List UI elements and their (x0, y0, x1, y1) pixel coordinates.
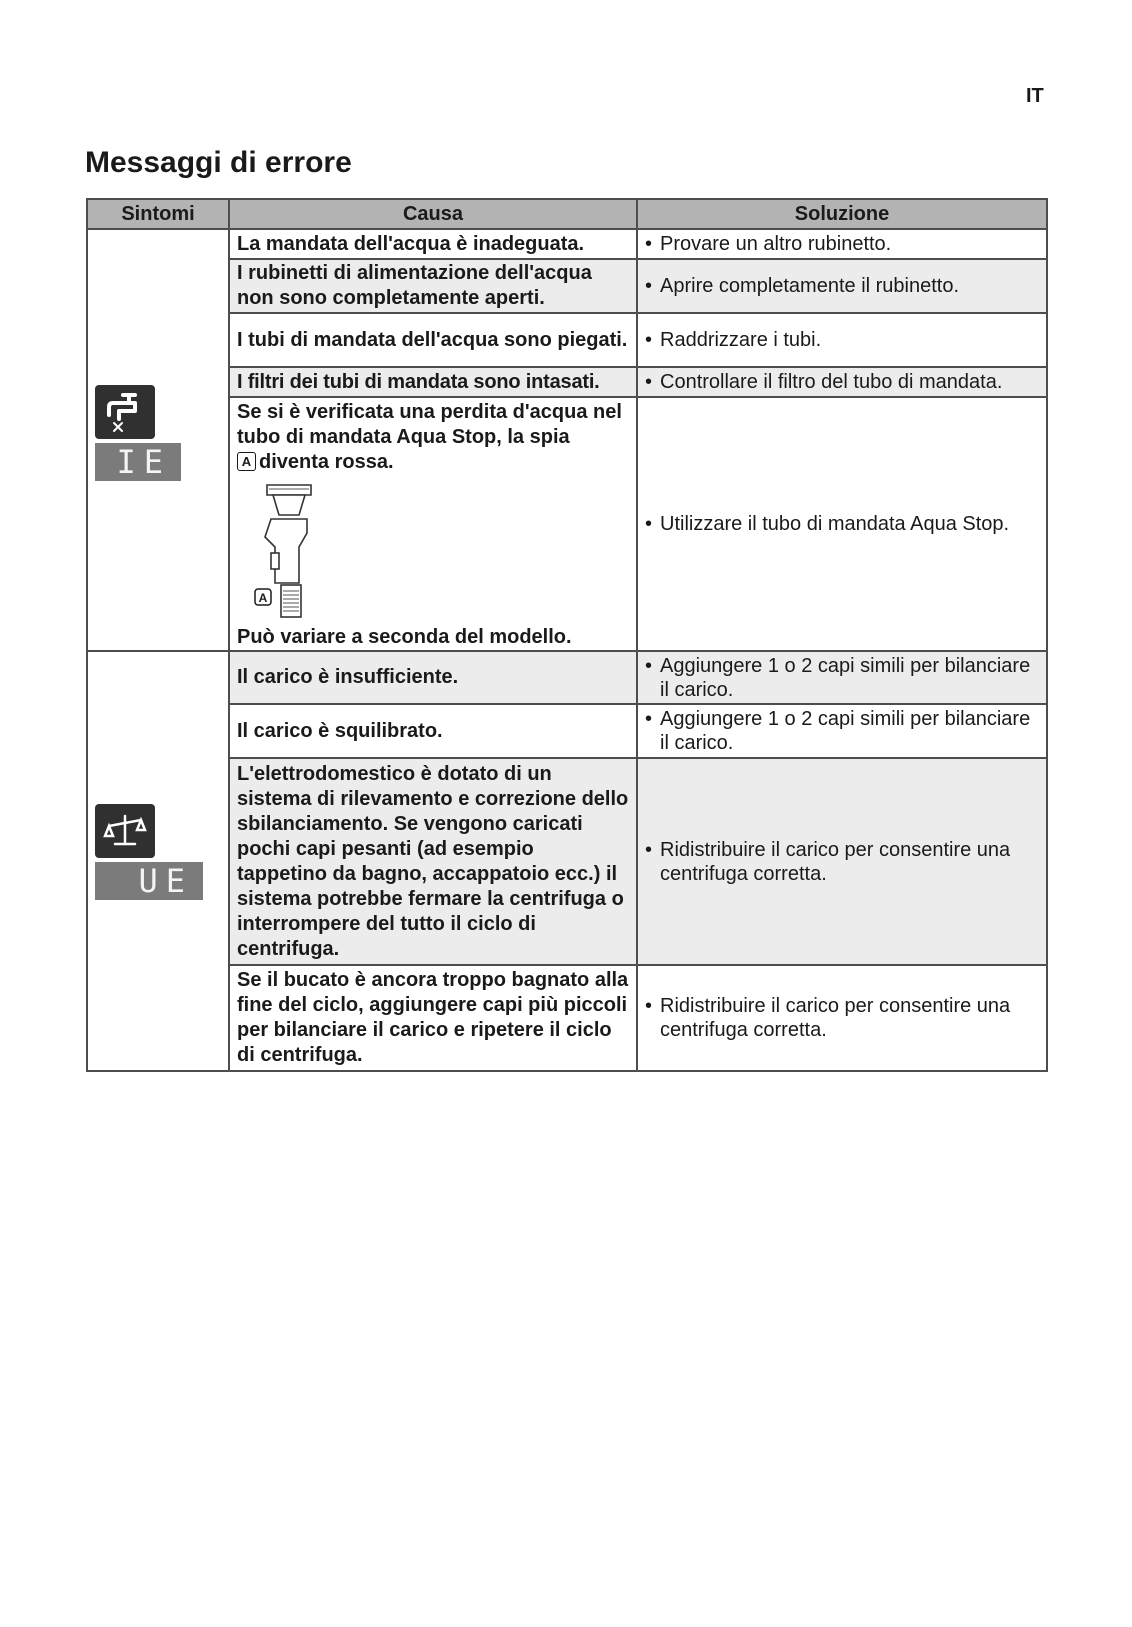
cause-cell (229, 397, 637, 651)
error-code-display: IE (95, 443, 181, 481)
table-row (87, 259, 1047, 313)
cause-cell: La mandata dell'acqua è inadeguata. (229, 229, 637, 259)
header-cause: Causa (229, 199, 637, 229)
water-tap-icon (95, 385, 155, 439)
solution-cell (637, 367, 1047, 397)
table-row (87, 367, 1047, 397)
solution-cell (637, 651, 1047, 704)
cause-cell: L'elettrodomestico è dotato di un sistema di rilevamento e correzione dello sbilanciamento. Se vengono caricati pochi capi pesanti (ad esempio tappetino da bagno, accappatoio ecc.) il sistema potrebbe fermare la centrifuga o interrompere del tutto il ciclo di centrifuga. (229, 758, 637, 965)
solution-cell (637, 397, 1047, 651)
cause-cell: I filtri dei tubi di mandata sono intasati. (229, 367, 637, 397)
cause-text-end: diventa rossa. (259, 451, 394, 473)
solution-cell (637, 965, 1047, 1071)
cause-cell: Se il bucato è ancora troppo bagnato alla fine del ciclo, aggiungere capi più piccoli per bilanciare il carico e ripetere il ciclo di centrifuga. (229, 965, 637, 1071)
table-row (87, 397, 1047, 651)
language-code: IT (1026, 85, 1044, 107)
table-row (87, 965, 1047, 1071)
solution-text: • Raddrizzare i tubi. (645, 328, 1039, 352)
solution-text: • Utilizzare il tubo di mandata Aqua Stop. (645, 512, 1039, 536)
cause-note: Può variare a seconda del modello. (237, 626, 572, 648)
cause-cell: Il carico è insufficiente. (229, 651, 637, 704)
cause-text: Se si è verificata una perdita d'acqua nel tubo di mandata Aqua Stop, la spia (237, 401, 622, 448)
error-code-display: UE (95, 862, 203, 900)
marker-a: A (237, 452, 256, 471)
solution-text: • Ridistribuire il carico per consentire una centrifuga corretta. (645, 994, 1039, 1042)
cause-cell: Il carico è squilibrato. (229, 704, 637, 758)
solution-text: • Ridistribuire il carico per consentire una centrifuga corretta. (645, 838, 1039, 886)
aqua-stop-hose-illustration (247, 479, 327, 619)
table-row (87, 704, 1047, 758)
cause-cell: I rubinetti di alimentazione dell'acqua non sono completamente aperti. (229, 259, 637, 313)
cause-cell: I tubi di mandata dell'acqua sono piegati. (229, 313, 637, 367)
header-symptom: Sintomi (87, 199, 229, 229)
header-solution: Soluzione (637, 199, 1047, 229)
solution-cell (637, 313, 1047, 367)
figure-marker-a: A (258, 591, 268, 605)
table-row (87, 229, 1047, 259)
solution-cell (637, 704, 1047, 758)
solution-text: • Controllare il filtro del tubo di mandata. (645, 370, 1039, 394)
solution-text: • Aprire completamente il rubinetto. (645, 274, 1039, 298)
table-row (87, 313, 1047, 367)
solution-cell (637, 758, 1047, 965)
solution-cell (637, 229, 1047, 259)
table-header-row (87, 199, 1047, 229)
table-row (87, 651, 1047, 704)
solution-text: • Aggiungere 1 o 2 capi simili per bilanciare il carico. (645, 707, 1039, 755)
error-messages-table (86, 198, 1048, 1072)
page-title: Messaggi di errore (85, 146, 352, 179)
solution-text: • Aggiungere 1 o 2 capi simili per bilanciare il carico. (645, 654, 1039, 702)
solution-cell (637, 259, 1047, 313)
symptom-cell-ue (87, 651, 229, 1071)
table-row (87, 758, 1047, 965)
solution-text: • Provare un altro rubinetto. (645, 232, 1039, 256)
balance-scale-icon (95, 804, 155, 858)
symptom-cell-ie (87, 229, 229, 651)
